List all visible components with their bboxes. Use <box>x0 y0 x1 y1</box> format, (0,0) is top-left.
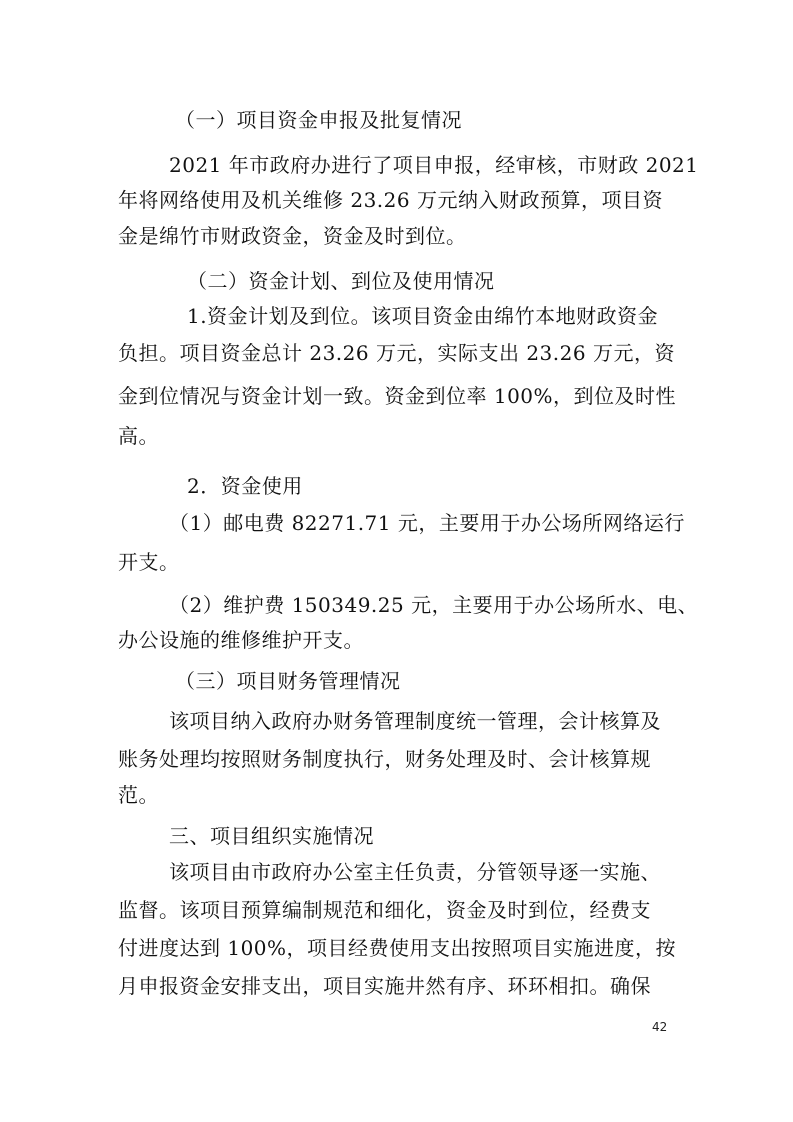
paragraph-line: 月申报资金安排支出，项目实施井然有序、环环相扣。确保 <box>118 974 651 998</box>
page-number: 42 <box>652 1020 668 1034</box>
paragraph-line: 账务处理均按照财务制度执行，财务处理及时、会计核算规 <box>118 747 651 771</box>
paragraph-line: 范。 <box>118 783 159 807</box>
paragraph-line: 年将网络使用及机关维修 23.26 万元纳入财政预算，项目资 <box>118 188 663 212</box>
paragraph-line: 付进度达到 100%，项目经费使用支出按照项目实施进度，按 <box>118 936 677 960</box>
paragraph-line: 金是绵竹市财政资金，资金及时到位。 <box>118 224 467 248</box>
paragraph-line: 金到位情况与资金计划一致。资金到位率 100%，到位及时性 <box>118 384 677 408</box>
section-heading-fund-plan: （二）资金计划、到位及使用情况 <box>187 269 495 293</box>
paragraph-line: 高。 <box>118 424 159 448</box>
paragraph-line: 该项目由市政府办公室主任负责，分管领导逐一实施、 <box>169 860 661 884</box>
paragraph-line: 开支。 <box>118 550 180 574</box>
section-heading-implementation: 三、项目组织实施情况 <box>169 824 374 848</box>
paragraph-line: 办公设施的维修维护开支。 <box>118 628 364 652</box>
paragraph-line: （2）维护费 150349.25 元，主要用于办公场所水、电、 <box>169 593 699 617</box>
paragraph-line: （1）邮电费 82271.71 元，主要用于办公场所网络运行 <box>169 511 685 535</box>
section-heading-finance-management: （三）项目财务管理情况 <box>175 669 401 693</box>
paragraph-line: 监督。该项目预算编制规范和细化，资金及时到位，经费支 <box>118 898 651 922</box>
paragraph-line: 该项目纳入政府办财务管理制度统一管理，会计核算及 <box>169 709 661 733</box>
subheading-fund-usage: 2．资金使用 <box>187 474 303 498</box>
section-heading-funding-application: （一）项目资金申报及批复情况 <box>175 108 462 132</box>
paragraph-line: 负担。项目资金总计 23.26 万元，实际支出 23.26 万元，资 <box>118 341 675 365</box>
paragraph-line: 1.资金计划及到位。该项目资金由绵竹本地财政资金 <box>187 304 659 328</box>
paragraph-line: 2021 年市政府办进行了项目申报，经审核，市财政 2021 <box>169 153 699 177</box>
